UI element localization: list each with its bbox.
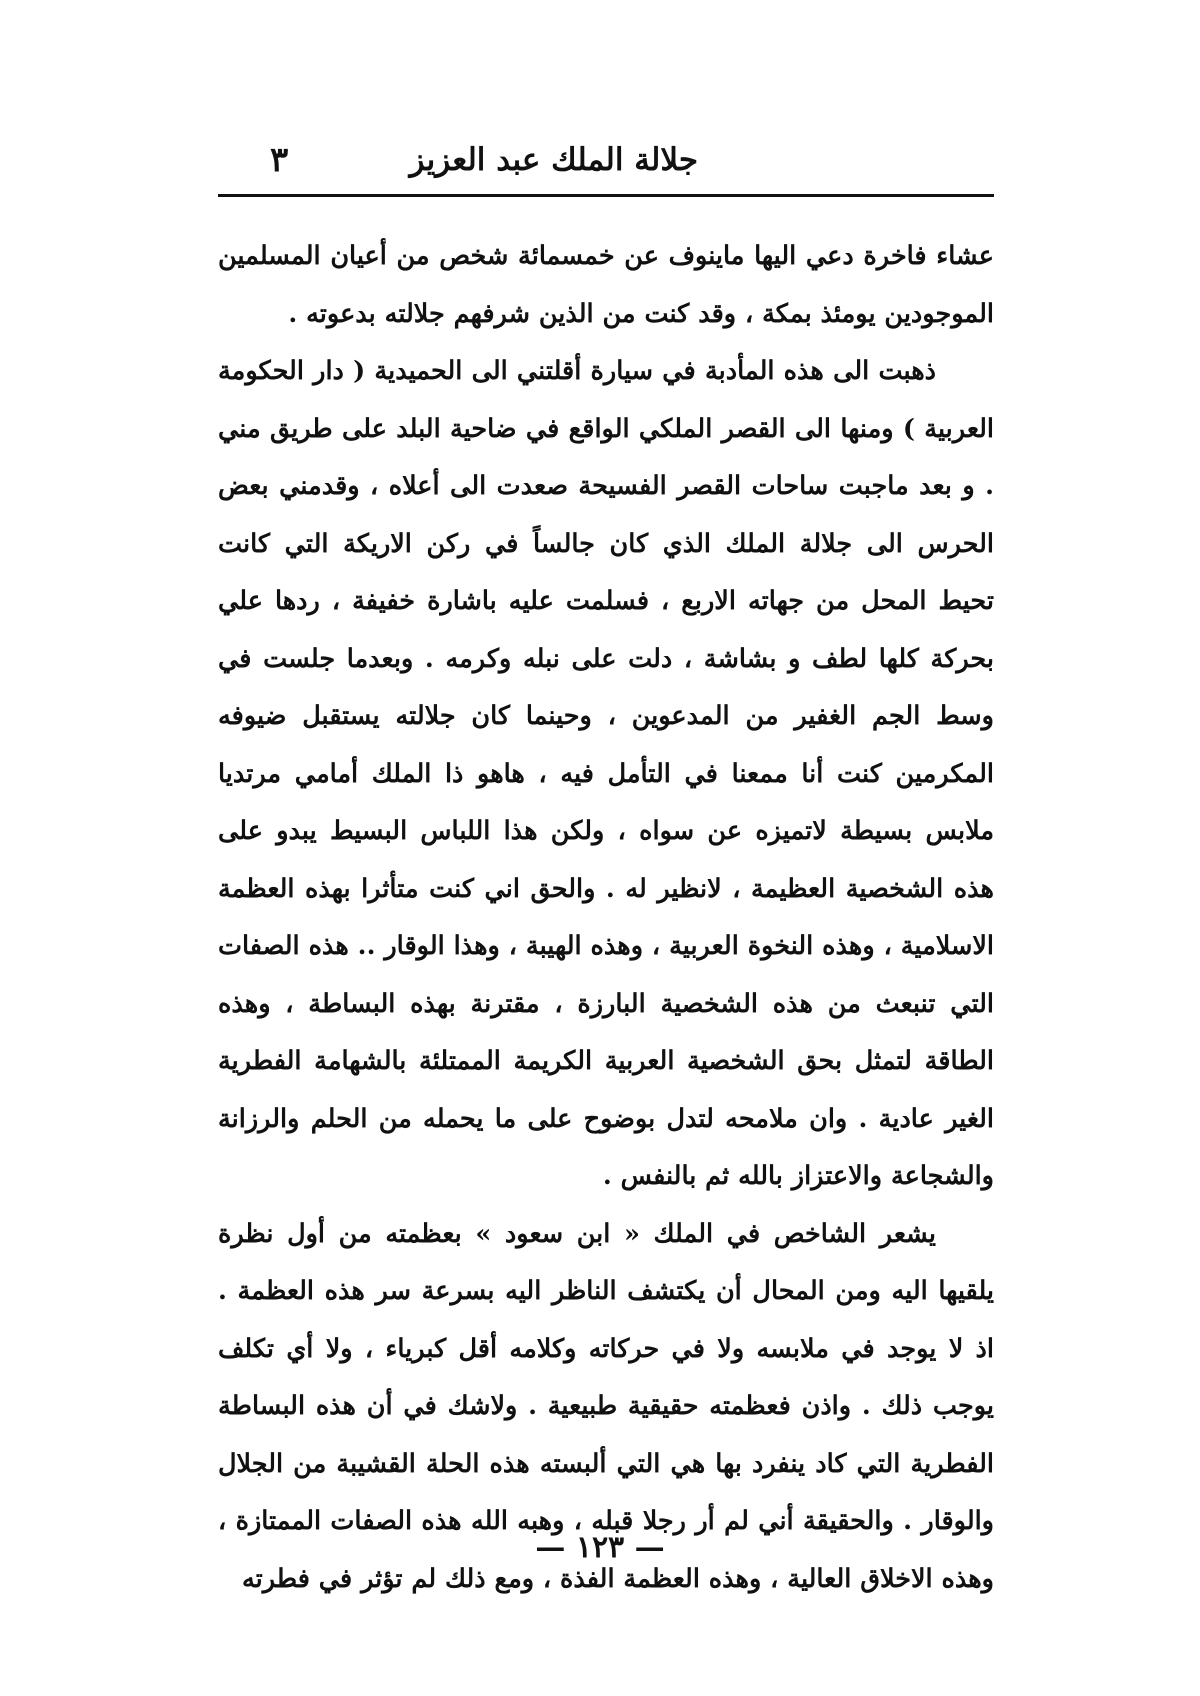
- paragraph-3: يشعر الشاخص في الملك « ابن سعود » بعظمته من أول نظرة يلقيها اليه ومن المحال أن يكتشف الناظر اليه بسرعة سر هذه العظمة . اذ لا يوجد في ملابسه ولا في حركاته وكلامه أقل كبرياء ، ولا أي تكلف يوجب ذلك . واذن فعظمته حقيقية طبيعية . ولاشك في أن هذه البساطة الفطرية التي كاد ينفرد بها هي التي ألبسته هذه الحلة القشيبة من الجلال والوقار . والحقيقة أني لم أر رجلا قبله ، وهبه الله هذه الصفات الممتازة ، وهذه الاخلاق العالية ، وهذه العظمة الفذة ، ومع ذلك لم تؤثر في فطرته: [218, 1218, 994, 1594]
- running-head: [218, 136, 994, 186]
- header-divider: [218, 194, 994, 197]
- paragraph-2: ذهبت الى هذه المأدبة في سيارة أقلتني الى الحميدية ( دار الحكومة العربية ) ومنها الى القصر الملكي الواقع في ضاحية البلد على طريق مني . و بعد ماجبت ساحات القصر الفسيحة صعدت الى أعلاه ، وقدمني بعض الحرس الى جلالة الملك الذي كان جالساً في ركن الاريكة التي كانت تحيط المحل من جهاته الاربع ، فسلمت عليه باشارة خفيفة ، ردها علي بحركة كلها لطف و بشاشة ، دلت على نبله وكرمه . وبعدما جلست في وسط الجم الغفير من المدعوين ، وحينما كان جلالته يستقبل ضيوفه المكرمين كنت أنا ممعنا في التأمل فيه ، هاهو ذا الملك أمامي مرتديا ملابس بسيطة لاتميزه عن سواه ، ولكن هذا اللباس البسيط يبدو على هذه الشخصية العظيمة ، لانظير له . والحق اني كنت متأثرا بهذه العظمة الاسلامية ، وهذه النخوة العربية ، وهذه الهيبة ، وهذا الوقار .. هذه الصفات التي تنبعث من هذه الشخصية البارزة ، مقترنة بهذه البساطة ، وهذه الطاقة لتمثل بحق الشخصية العربية الكريمة الممتلئة بالشهامة الفطرية الغير عادية . وان ملامحه لتدل بوضوح على ما يحمله من الحلم والرزانة والشجاعة والاعتزاز بالله ثم بالنفس .: [218, 356, 994, 1191]
- paragraph-1: عشاء فاخرة دعي اليها ماينوف عن خمسمائة شخص من أعيان المسلمين الموجودين يومئذ بمكة ، وقد كنت من الذين شرفهم جلالته بدعوته .: [218, 241, 994, 329]
- header-page-number: ٣: [270, 140, 289, 180]
- page-folio: — ١٢٣ —: [535, 1530, 665, 1565]
- running-title: جلالة الملك عبد العزيز: [409, 142, 698, 178]
- body-text: [218, 228, 994, 1608]
